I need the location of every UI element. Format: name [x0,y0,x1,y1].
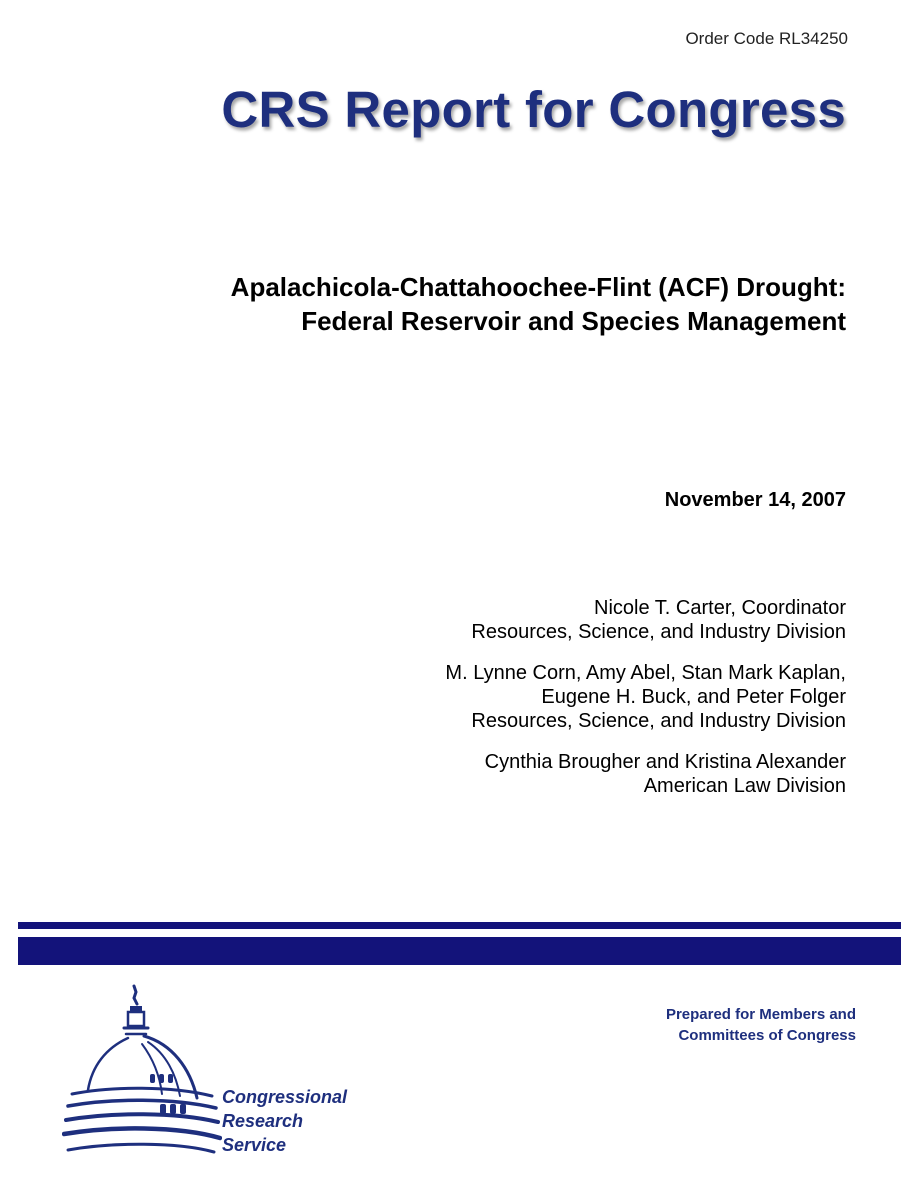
author-line: M. Lynne Corn, Amy Abel, Stan Mark Kaplan, [445,662,846,684]
logo-line-1: Congressional [222,1087,348,1107]
report-title-line-2: Federal Reservoir and Species Management [301,306,846,336]
author-line: Nicole T. Carter, Coordinator [594,597,846,619]
logo-line-3: Service [222,1135,287,1155]
author-division: American Law Division [643,775,846,797]
report-title [86,270,846,338]
prepared-line-2: Committees of Congress [678,1027,856,1044]
order-code: Order Code RL34250 [685,29,848,48]
author-list [246,596,846,815]
author-division: Resources, Science, and Industry Division [471,710,846,732]
crs-report-title: CRS Report for Congress [221,81,846,138]
report-title-line-1: Apalachicola-Chattahoochee-Flint (ACF) Drought: [230,272,846,302]
author-group-1 [246,596,846,644]
author-division: Resources, Science, and Industry Division [471,621,846,643]
prepared-for-notice [666,1004,856,1046]
prepared-line-1: Prepared for Members and [665,1006,856,1023]
author-line: Eugene H. Buck, and Peter Folger [541,686,846,708]
divider-thick [18,937,901,965]
capitol-dome-icon [62,982,222,1167]
report-date: November 14, 2007 [664,489,846,511]
divider-thin [18,922,901,929]
logo-line-2: Research [222,1111,304,1131]
author-group-2 [246,661,846,733]
author-group-3 [246,750,846,798]
crs-logo [62,982,382,1167]
logo-wordmark [222,1085,347,1157]
author-line: Cynthia Brougher and Kristina Alexander [484,751,846,773]
